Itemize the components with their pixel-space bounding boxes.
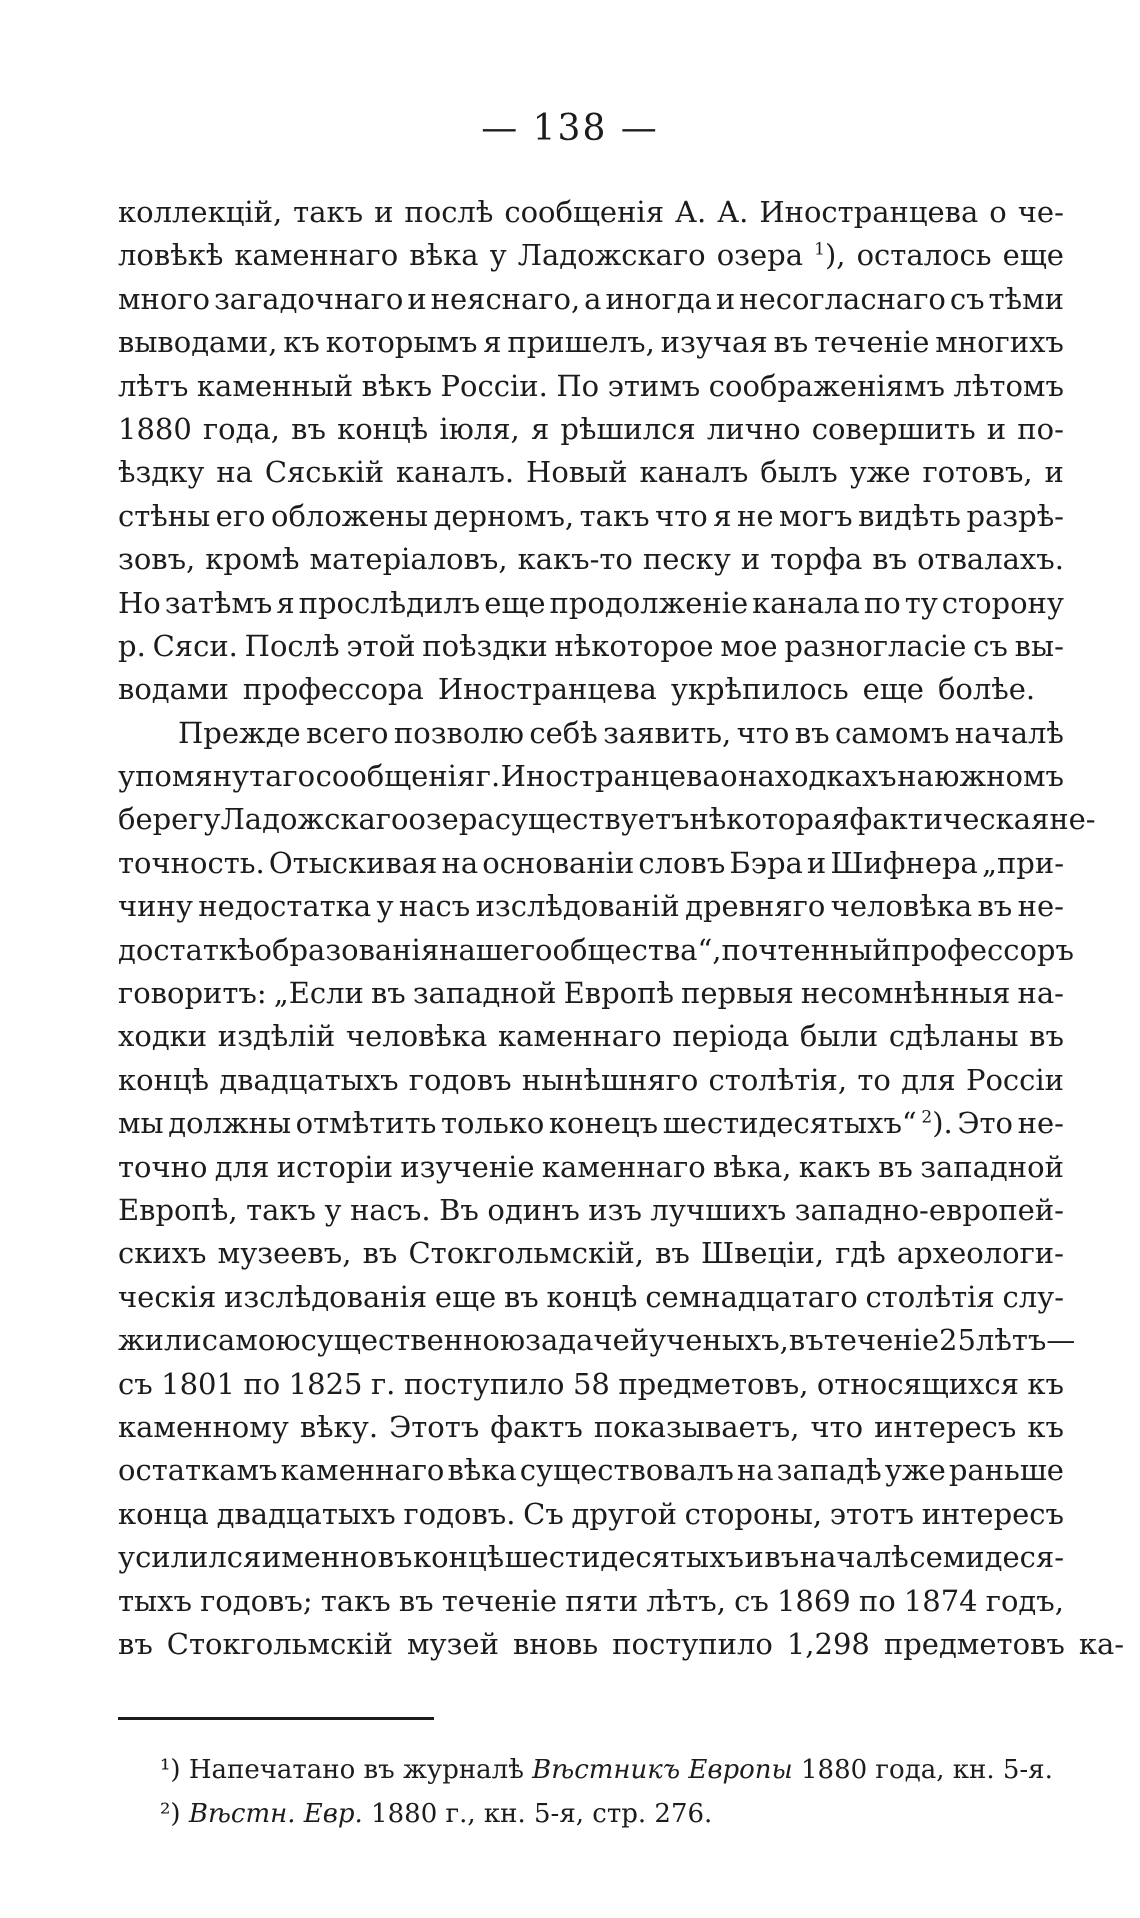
text-line: стѣны его обложены дерномъ, такъ что я не могъ видѣть разрѣ- xyxy=(118,498,1064,533)
text-line: ходки издѣлій человѣка каменнаго періода были сдѣланы въ xyxy=(118,1019,1064,1054)
text-line: въ Стокгольмскій музей вновь поступило 1,298 предметовъ ка- xyxy=(118,1626,1125,1661)
text-line: жили самою существенною задачей ученыхъ, въ теченіе 25 лѣтъ— xyxy=(118,1323,1076,1358)
text-line: Европѣ, такъ у насъ. Въ одинъ изъ лучшихъ западно-европей- xyxy=(118,1192,1064,1227)
text-line: достаткѣ образованія нашего общества“, почтенный профессоръ xyxy=(118,932,1074,967)
footnote: ¹) Напечатано въ журналѣ Вѣстникъ Европы 1880 года, кн. 5-я. xyxy=(160,1755,1053,1785)
text-line: точность. Отыскивая на основаніи словъ Бэра и Шифнера „при- xyxy=(118,845,1064,880)
text-line: чину недостатка у насъ изслѣдованій древняго человѣка въ не- xyxy=(118,889,1064,924)
text-line: говоритъ: „Если въ западной Европѣ первыя несомнѣнныя на- xyxy=(118,976,1064,1011)
text-line: 1880 года, въ концѣ іюля, я рѣшился лично совершить и по- xyxy=(118,411,1064,446)
text-line: усилился именно въ концѣ шестидесятыхъ и въ началѣ семидеся- xyxy=(118,1540,1064,1575)
text-line: ѣздку на Сяській каналъ. Новый каналъ былъ уже готовъ, и xyxy=(118,455,1064,490)
text-line: зовъ, кромѣ матеріаловъ, какъ-то песку и торфа въ отвалахъ. xyxy=(118,542,1064,577)
text-line: мы должны отмѣтить только конецъ шестидесятыхъ“ $^2$). Это не- xyxy=(118,1106,1064,1141)
text-line: лѣтъ каменный вѣкъ Россіи. По этимъ соображеніямъ лѣтомъ xyxy=(118,368,1064,403)
text-line: выводами, къ которымъ я пришелъ, изучая въ теченіе многихъ xyxy=(118,325,1064,360)
text-line: точно для исторіи изученіе каменнаго вѣка, какъ въ западной xyxy=(118,1149,1064,1184)
text-line: берегу Ладожскаго озера существуетъ нѣкоторая фактическая не- xyxy=(118,802,1096,837)
text-line: коллекцій, такъ и послѣ сообщенія А. А. Иностранцева о че- xyxy=(118,195,1064,229)
text-line: Прежде всего позволю себѣ заявить, что въ самомъ началѣ xyxy=(178,715,1064,750)
text-line: водами профессора Иностранцева укрѣпилось еще болѣе. xyxy=(118,672,1036,707)
text-line: конца двадцатыхъ годовъ. Съ другой стороны, этотъ интересъ xyxy=(118,1496,1064,1531)
text-line: р. Сяси. Послѣ этой поѣздки нѣкоторое мое разногласіе съ вы- xyxy=(118,628,1064,663)
text-line: ческія изслѣдованія еще въ концѣ семнадцатаго столѣтія слу- xyxy=(118,1279,1064,1314)
text-line: упомянутаго сообщенія г. Иностранцева о находкахъ на южномъ xyxy=(118,759,1064,794)
text-line: ловѣкѣ каменнаго вѣка у Ладожскаго озера $^1$), осталось еще xyxy=(118,238,1064,273)
footnote-reference: 1 xyxy=(814,239,825,260)
footnotes xyxy=(160,1748,1060,1836)
footnote: ²) Вѣстн. Евр. 1880 г., кн. 5-я, стр. 276. xyxy=(160,1799,713,1829)
text-line: много загадочнаго и неяснаго, а иногда и несогласнаго съ тѣми xyxy=(118,281,1064,316)
footnote-divider xyxy=(118,1717,434,1720)
text-line: каменному вѣку. Этотъ фактъ показываетъ, что интересъ къ xyxy=(118,1409,1064,1444)
footnote-italic-title: Вѣстникъ Европы xyxy=(532,1755,793,1785)
text-line: скихъ музеевъ, въ Стокгольмскій, въ Швеціи, гдѣ археологи- xyxy=(118,1236,1064,1271)
body-text xyxy=(118,191,1125,1666)
text-line: съ 1801 по 1825 г. поступило 58 предметовъ, относящихся къ xyxy=(118,1366,1064,1401)
text-line: Но затѣмъ я прослѣдилъ еще продолженіе канала по ту сторону xyxy=(118,585,1064,620)
text-line: концѣ двадцатыхъ годовъ нынѣшняго столѣтія, то для Россіи xyxy=(118,1062,1064,1097)
page-number: — 138 — xyxy=(481,108,659,149)
text-line: остаткамъ каменнаго вѣка существовалъ на западѣ уже раньше xyxy=(118,1453,1064,1488)
text-line: тыхъ годовъ; такъ въ теченіе пяти лѣтъ, съ 1869 по 1874 годъ, xyxy=(118,1583,1064,1618)
footnote-italic-title: Вѣстн. Евр. xyxy=(188,1799,363,1829)
footnote-reference: 2 xyxy=(921,1107,933,1128)
